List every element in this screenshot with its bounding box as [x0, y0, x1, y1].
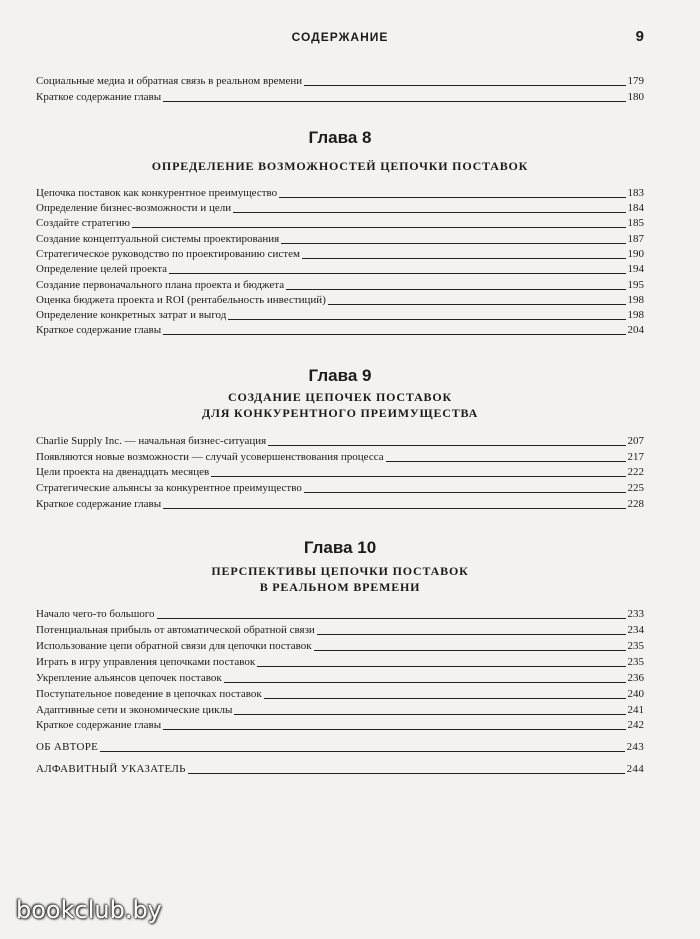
- toc-entry-about-author[interactable]: [36, 740, 644, 755]
- toc-entry-page: 198: [627, 294, 644, 306]
- toc-entry[interactable]: [36, 201, 644, 216]
- dot-leader: [317, 634, 626, 635]
- dot-leader: [279, 197, 625, 198]
- toc-entry-page: 190: [627, 248, 644, 260]
- toc-entry[interactable]: [36, 607, 644, 622]
- dot-leader: [132, 227, 625, 228]
- toc-entry-page: 185: [627, 217, 644, 229]
- toc-entry[interactable]: [36, 639, 644, 654]
- toc-entry-page: 241: [627, 704, 644, 716]
- toc-entry[interactable]: [36, 308, 644, 323]
- dot-leader: [264, 698, 626, 699]
- toc-entry-title: Играть в игру управления цепочками поставок: [36, 656, 256, 668]
- toc-entry[interactable]: [36, 74, 644, 89]
- chapter-title-line-1: СОЗДАНИЕ ЦЕПОЧЕК ПОСТАВОК: [227, 390, 452, 404]
- toc-entry-title: Потенциальная прибыль от автоматической обратной связи: [36, 624, 315, 636]
- toc-entry[interactable]: [36, 671, 644, 686]
- toc-entry-page: 179: [627, 75, 644, 87]
- toc-entry-title: Создание первоначального плана проекта и бюджета: [36, 279, 285, 291]
- toc-entry-title: Использование цепи обратной связи для цепочки поставок: [36, 640, 312, 652]
- dot-leader: [304, 492, 626, 493]
- dot-leader: [188, 773, 625, 774]
- toc-entry-page: 243: [626, 741, 644, 753]
- dot-leader: [163, 508, 625, 509]
- dot-leader: [286, 289, 625, 290]
- toc-entry[interactable]: [36, 293, 644, 308]
- dot-leader: [228, 319, 625, 320]
- dot-leader: [157, 618, 626, 619]
- toc-entry-title: Появляются новые возможности — случай усовершенствования процесса: [36, 451, 384, 463]
- toc-entry-title: Создайте стратегию: [36, 217, 131, 229]
- toc-entry[interactable]: [36, 434, 644, 449]
- toc-entry-index[interactable]: [36, 762, 644, 777]
- running-title: СОДЕРЖАНИЕ: [291, 30, 389, 44]
- toc-entry[interactable]: [36, 703, 644, 718]
- chapter-number: Глава 10: [303, 538, 377, 557]
- toc-entry[interactable]: [36, 497, 644, 512]
- toc-entry-title: Краткое содержание главы: [36, 324, 162, 336]
- toc-entry[interactable]: [36, 465, 644, 480]
- toc-entry[interactable]: [36, 655, 644, 670]
- toc-entry-title: Адаптивные сети и экономические циклы: [36, 704, 233, 716]
- dot-leader: [224, 682, 626, 683]
- toc-entry[interactable]: [36, 323, 644, 338]
- dot-leader: [268, 445, 625, 446]
- dot-leader: [281, 243, 625, 244]
- toc-entry-page: 183: [627, 187, 644, 199]
- toc-entry-page: 222: [627, 466, 644, 478]
- toc-entry-title: Стратегические альянсы за конкурентное преимущество: [36, 482, 302, 494]
- chapter-number: Глава 8: [308, 128, 372, 147]
- toc-entry-page: 198: [627, 309, 644, 321]
- dot-leader: [304, 85, 625, 86]
- toc-entry-page: 225: [627, 482, 644, 494]
- dot-leader: [257, 666, 625, 667]
- toc-entry-title: Стратегическое руководство по проектированию систем: [36, 248, 300, 260]
- toc-entry-title: Определение конкретных затрат и выгод: [36, 309, 227, 321]
- toc-entry-title: Определение целей проекта: [36, 263, 168, 275]
- toc-entry-page: 184: [627, 202, 644, 214]
- toc-entry[interactable]: [36, 481, 644, 496]
- toc-entry-page: 240: [627, 688, 644, 700]
- toc-entry-page: 242: [627, 719, 644, 731]
- toc-entry[interactable]: [36, 186, 644, 201]
- toc-entry-page: 194: [627, 263, 644, 275]
- dot-leader: [100, 751, 624, 752]
- toc-entry-page: 195: [627, 279, 644, 291]
- toc-entry-title: Социальные медиа и обратная связь в реальном времени: [36, 75, 303, 87]
- toc-entry-title: Цели проекта на двенадцать месяцев: [36, 466, 210, 478]
- toc-entry-title: Краткое содержание главы: [36, 719, 162, 731]
- toc-entry[interactable]: [36, 687, 644, 702]
- toc-entry-page: 187: [627, 233, 644, 245]
- toc-entry[interactable]: [36, 718, 644, 733]
- toc-entry-page: 236: [627, 672, 644, 684]
- toc-entry-page: 180: [627, 91, 644, 103]
- toc-entry-title: АЛФАВИТНЫЙ УКАЗАТЕЛЬ: [36, 763, 186, 775]
- toc-entry-title: Цепочка поставок как конкурентное преимущество: [36, 187, 278, 199]
- dot-leader: [163, 101, 625, 102]
- toc-entry[interactable]: [36, 278, 644, 293]
- toc-entry-page: 207: [627, 435, 644, 447]
- toc-entry-page: 217: [627, 451, 644, 463]
- chapter-title-line-2: ДЛЯ КОНКУРЕНТНОГО ПРЕИМУЩЕСТВА: [201, 406, 479, 420]
- dot-leader: [386, 461, 626, 462]
- toc-entry-title: Charlie Supply Inc. — начальная бизнес-ситуация: [36, 435, 267, 447]
- toc-entry-title: Начало чего-то большого: [36, 608, 155, 620]
- toc-entry-title: Краткое содержание главы: [36, 91, 162, 103]
- toc-entry[interactable]: [36, 247, 644, 262]
- toc-entry[interactable]: [36, 262, 644, 277]
- toc-entry-page: 235: [627, 640, 644, 652]
- toc-entry-title: Определение бизнес-возможности и цели: [36, 202, 232, 214]
- toc-entry-title: Поступательное поведение в цепочках поставок: [36, 688, 262, 700]
- dot-leader: [302, 258, 626, 259]
- page-number: 9: [635, 28, 644, 45]
- running-header: [36, 30, 644, 50]
- toc-entry[interactable]: [36, 623, 644, 638]
- toc-entry-page: 233: [627, 608, 644, 620]
- toc-entry-title: ОБ АВТОРЕ: [36, 741, 99, 753]
- dot-leader: [234, 714, 625, 715]
- toc-entry-page: 204: [627, 324, 644, 336]
- toc-entry-title: Краткое содержание главы: [36, 498, 162, 510]
- dot-leader: [314, 650, 626, 651]
- chapter-title-line-1: ПЕРСПЕКТИВЫ ЦЕПОЧКИ ПОСТАВОК: [211, 564, 469, 578]
- toc-entry[interactable]: [36, 450, 644, 465]
- toc-entry-page: 234: [627, 624, 644, 636]
- dot-leader: [163, 334, 625, 335]
- toc-entry-title: Создание концептуальной системы проектирования: [36, 233, 280, 245]
- toc-entry[interactable]: [36, 232, 644, 247]
- toc-entry[interactable]: [36, 90, 644, 105]
- dot-leader: [163, 729, 625, 730]
- toc-entry-page: 235: [627, 656, 644, 668]
- toc-entry-page: 244: [626, 763, 644, 775]
- dot-leader: [233, 212, 625, 213]
- toc-entry[interactable]: [36, 216, 644, 231]
- toc-entry-title: Укрепление альянсов цепочек поставок: [36, 672, 222, 684]
- site-watermark: bookclub.by: [16, 896, 162, 924]
- chapter-number: Глава 9: [308, 366, 372, 385]
- dot-leader: [328, 304, 626, 305]
- dot-leader: [169, 273, 625, 274]
- chapter-title: ОПРЕДЕЛЕНИЕ ВОЗМОЖНОСТЕЙ ЦЕПОЧКИ ПОСТАВОК: [151, 159, 529, 173]
- toc-entry-page: 228: [627, 498, 644, 510]
- chapter-title-line-2: В РЕАЛЬНОМ ВРЕМЕНИ: [259, 580, 421, 594]
- toc-entry-title: Оценка бюджета проекта и ROI (рентабельность инвестиций): [36, 294, 326, 306]
- dot-leader: [211, 476, 625, 477]
